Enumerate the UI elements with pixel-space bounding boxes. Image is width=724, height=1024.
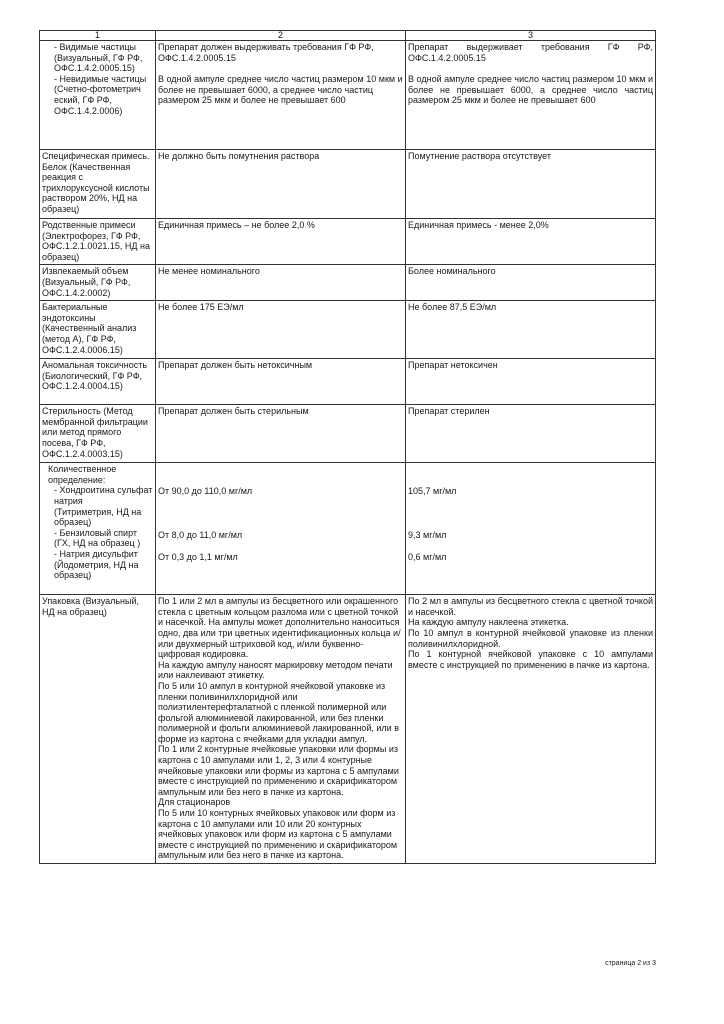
- cell-result: Единичная примесь - менее 2,0%: [406, 219, 656, 265]
- packaging-result-paragraph: По 1 контурной ячейковой упаковке с 10 ампулами вместе с инструкцией по применению в пачке из картона.: [408, 649, 653, 670]
- packaging-result-paragraph: По 2 мл в ампулы из бесцветного стекла с цветной точкой и насечкой.: [408, 596, 653, 617]
- header-row: [40, 31, 656, 41]
- specification-table: [39, 30, 656, 864]
- disulfite-method: (Йодометрия, НД на образец): [54, 559, 139, 581]
- visible-particles-label: - Видимые частицы: [54, 42, 136, 52]
- table-row-endotoxins: [40, 301, 656, 359]
- benzyl-label: - Бензиловый спирт: [54, 527, 137, 538]
- cell-requirement: Не более 175 ЕЭ/мл: [156, 301, 406, 359]
- cell-result: Помутнение раствора отсутствует: [406, 150, 656, 219]
- disulfite-result: 0,6 мг/мл: [408, 552, 447, 563]
- page-number: страница 2 из 3: [605, 960, 656, 967]
- packaging-paragraph: По 5 или 10 ампул в контурной ячейковой упаковке из пленки поливинилхлоридной или полиэтилентерефталатной с пленкой полимерной или фольгой алюминиевой лакированной, или без пленки полимерной и фольги алюминиевой лакированной, или в форме из картона с ячейками для укладки ампул.: [158, 680, 399, 744]
- cell-indicator: Специфическая примесь. Белок (Качественная реакция с трихлоруксусной кислоты раствором 20%, НД на образец): [40, 150, 156, 219]
- packaging-result-paragraph: На каждую ампулу наклеена этикетка.: [408, 617, 569, 628]
- cell-result: [406, 463, 656, 595]
- disulfite-label: - Натрия дисульфит: [54, 548, 138, 559]
- table-row-particles: [40, 41, 656, 150]
- column-header-2: 2: [156, 31, 406, 41]
- cell-result: [406, 595, 656, 864]
- chondroitin-requirement: От 90,0 до 110,0 мг/мл: [158, 486, 253, 497]
- table-row-sterility: [40, 405, 656, 463]
- table-row-related-impurities: [40, 219, 656, 265]
- cell-indicator: [40, 41, 156, 150]
- packaging-paragraph: На каждую ампулу наносят маркировку методом печати или наклеивают этикетку.: [158, 659, 393, 681]
- table-row-protein: [40, 150, 656, 219]
- cell-result: Более номинального: [406, 265, 656, 301]
- table-row-toxicity: [40, 359, 656, 405]
- cell-requirement: Препарат должен быть стерильным: [156, 405, 406, 463]
- packaging-paragraph: По 5 или 10 контурных ячейковых упаковок или форм из картона с 10 ампулами или 10 или 20 контурных ячейковых упаковок или форм из картона с 5 ампулами вместе с инструкцией по применению и скарификатором ампульным или без него в пачке из картона.: [158, 808, 398, 861]
- visible-particles-method: (Визуальный, ГФ РФ, ОФС.1.4.2.0005.15): [54, 52, 143, 74]
- cell-indicator: Упаковка (Визуальный, НД на образец): [40, 595, 156, 864]
- cell-indicator: Аномальная токсичность (Биологический, ГФ РФ, ОФС.1.2.4.0004.15): [40, 359, 156, 405]
- requirement-text: Препарат должен выдерживать требования ГФ РФ, ОФС.1.4.2.0005.15: [158, 42, 374, 63]
- chondroitin-method: (Титриметрия, НД на образец): [54, 506, 142, 528]
- cell-requirement: Единичная примесь – не более 2,0 %: [156, 219, 406, 265]
- cell-requirement: Не менее номинального: [156, 265, 406, 301]
- cell-result: Препарат стерилен: [406, 405, 656, 463]
- chondroitin-label: - Хондроитина сульфат натрия: [54, 485, 153, 506]
- column-header-1: 1: [40, 31, 156, 41]
- benzyl-result: 9,3 мг/мл: [408, 529, 447, 540]
- cell-indicator: Извлекаемый объем (Визуальный, ГФ РФ, ОФС.1.4.2.0002): [40, 265, 156, 301]
- packaging-paragraph: По 1 или 2 контурные ячейковые упаковки или формы из картона с 10 ампулами или 1, 2, 3 или 4 контурные ячейковые упаковки или формы из картона с 5 ампулами вместе с инструкцией по применению и скарификатором ампульным или без него в пачке из картона.: [158, 744, 399, 797]
- invisible-particles-method: (Счетно-фотометрич еский, ГФ РФ, ОФС.1.4.2.0006): [54, 84, 141, 116]
- cell-requirement: [156, 463, 406, 595]
- cell-requirement: [156, 41, 406, 150]
- disulfite-requirement: От 0,3 до 1,1 мг/мл: [158, 552, 238, 563]
- column-header-3: 3: [406, 31, 656, 41]
- result-text: В одной ампуле среднее число частиц размером 10 мкм и более не превышает 6000, а среднее число частиц размером 25 мкм и более не превышает 600: [408, 74, 653, 106]
- cell-result: Не более 87,5 ЕЭ/мл: [406, 301, 656, 359]
- chondroitin-result: 105,7 мг/мл: [408, 486, 457, 497]
- cell-result: Препарат нетоксичен: [406, 359, 656, 405]
- result-text: Препарат выдерживает требования ГФ РФ, ОФС.1.4.2.0005.15: [408, 42, 653, 63]
- invisible-particles-label: - Невидимые частицы: [54, 73, 147, 84]
- table-row-volume: [40, 265, 656, 301]
- packaging-result-paragraph: По 10 ампул в контурной ячейковой упаковке из пленки поливинилхлоридной.: [408, 627, 653, 649]
- cell-requirement: [156, 595, 406, 864]
- cell-requirement: Препарат должен быть нетоксичным: [156, 359, 406, 405]
- cell-indicator: [40, 463, 156, 595]
- table-row-packaging: [40, 595, 656, 864]
- quant-title: Количественное определение:: [48, 464, 117, 485]
- packaging-paragraph: Для стационаров: [158, 797, 231, 808]
- benzyl-requirement: От 8,0 до 11,0 мг/мл: [158, 529, 243, 540]
- cell-indicator: Бактериальные эндотоксины (Качественный анализ (метод А), ГФ РФ, ОФС.1.2.4.0006.15): [40, 301, 156, 359]
- requirement-text: В одной ампуле среднее число частиц размером 10 мкм и более не превышает 6000, а среднее число частиц размером 25 мкм и более не превышает 600: [158, 74, 403, 106]
- cell-requirement: Не должно быть помутнения раствора: [156, 150, 406, 219]
- cell-indicator: Родственные примеси (Электрофорез, ГФ РФ, ОФС.1.2.1.0021.15, НД на образец): [40, 219, 156, 265]
- benzyl-method: (ГХ, НД на образец ): [54, 538, 141, 549]
- table-row-quantitative: [40, 463, 656, 595]
- cell-result: [406, 41, 656, 150]
- cell-indicator: Стерильность (Метод мембранной фильтрации или метод прямого посева, ГФ РФ, ОФС.1.2.4.0003.15): [40, 405, 156, 463]
- packaging-paragraph: По 1 или 2 мл в ампулы из бесцветного или окрашенного стекла с цветным кольцом разлома или с цветной точкой и насечкой. На ампулы может дополнительно наноситься одно, два или три цветных идентификационных кольца и/или двухмерный штриховой код, и/или буквенно-цифровая кодировка.: [158, 596, 401, 660]
